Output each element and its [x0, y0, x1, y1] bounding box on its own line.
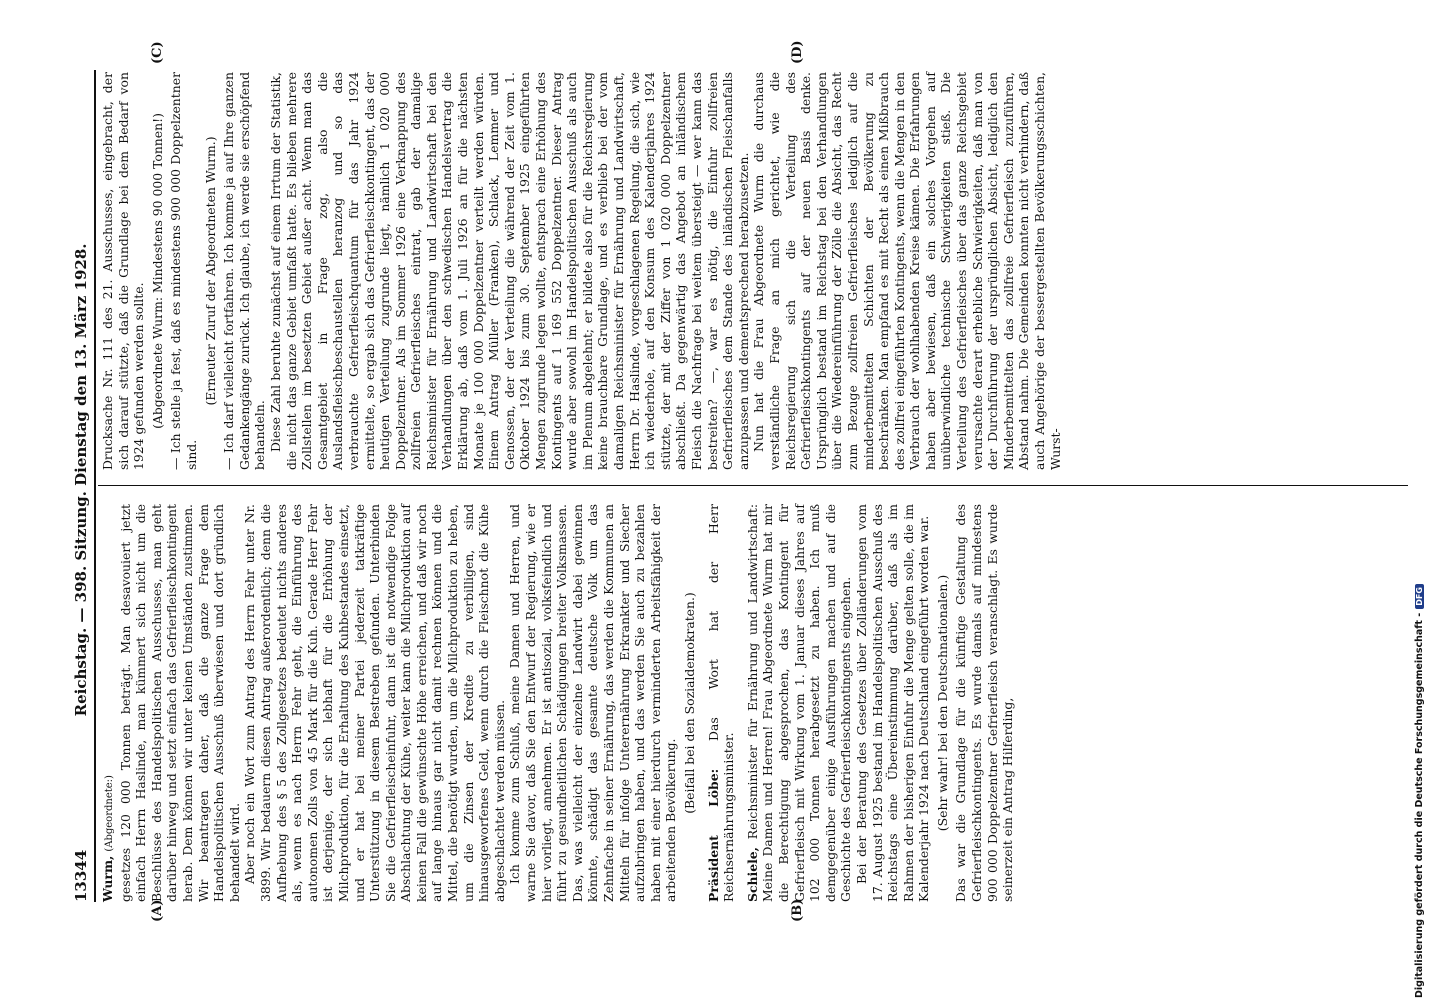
- speaker-role: (Abgeordnete:): [104, 775, 115, 852]
- paragraph: Das war die Grundlage für die künftige Gestaltung des Gefrierfleischkontingents. Es wurde damals auf mindestens 900 000 Doppelzentner Gefrierfleisch veranschlagt. Es wurde seinerzeit ein Antrag Hilferding,: [953, 504, 1016, 902]
- paragraph: — Ich darf vielleicht fortfahren. Ich komme ja auf Ihre ganzen Gedankengänge zurück. Ich glaube, ich werde sie erschöpfend behandeln.: [221, 72, 268, 470]
- left-column: [100, 504, 1410, 902]
- paragraph: Nun hat die Frau Abgeordnete Wurm die durchaus verständliche Frage an mich gerichtet, wie die Reichsregierung sich die Verteilung des Gefrierfleischkontingents auf der neuen Basis denke. Ursprünglich bestand im Reichstag bei den Verhandlungen über die Wiedereinführung der Zölle die Absicht, das Recht zum Bezuge zollfreien Gefrierfleisches lediglich auf die minderbemittelten Schichten der Bevölkerung zu beschränken. Man empfand es mit Recht als einen Mißbrauch des zollfrei eingeführten Kontingents, wenn die Mengen in den Verbrauch der wohlhabenden Kreise kämen. Die Erfahrungen haben aber bewiesen, daß ein solches Vorgehen auf unüberwindliche technische Schwierigkeiten stieß. Die Verteilung des Gefrierfleisches über das ganze Reichsgebiet verursachte derart erhebliche Schwierigkeiten, daß man von der Durchführung der ursprünglichen Absicht, lediglich den Minderbemittelten das zollfreie Gefrierfleisch zuzuführen, Abstand nahm. Die Gemeinden konnten nicht verhindern, daß auch Angehörige der bessergestellten Bevölkerungsschichten, Wurst-: [751, 72, 1063, 470]
- interjection: (Beifall bei den Sozialdemokraten.): [681, 592, 697, 814]
- interjection: (Sehr wahr! bei den Deutschnationalen.): [934, 574, 950, 832]
- side-note: [1412, 8, 1426, 998]
- paragraph: Drucksache Nr. 111 des 21. Ausschusses, eingebracht, der sich darauf stützte, daß die Grundlage bei dem Bedarf von 1924 gefunden werden sollte.: [100, 72, 147, 470]
- paragraph: Ich komme zum Schluß, meine Damen und Herren, und warne Sie davor, daß Sie den Entwurf der Regierung, wie er hier vorliegt, annehmen. Er ist antisozial, volksfeindlich und führt zu gesundheitlichen Schädigungen breiter Volksmassen. Das, was vielleicht der einzelne Landwirt dabei gewinnen könnte, schädigt das gesamte deutsche Volk um das Zehnfache in seiner Ernährung, das werden die Kommunen an Mitteln für infolge Unterernährung Erkrankter und Siecher aufzubringen haben, und das werden Sie auch zu bezahlen haben mit einer hierdurch verminderten Arbeitsfähigkeit der arbeitenden Bevölkerung.: [507, 504, 679, 902]
- page-title: Reichstag. — 398. Sitzung. Dienstag den 13. März 1928.: [72, 243, 90, 717]
- page-number: 13344: [72, 849, 90, 902]
- speaker-name: Wurm,: [100, 855, 115, 902]
- speech-paragraph: [706, 504, 737, 902]
- header-rule: [94, 70, 96, 902]
- interjection: (Abgeordnete Wurm: Mindestens 90 000 Tonnen!): [149, 113, 165, 429]
- side-note-text: Digitalisierung gefördert durch die Deutsche Forschungsgemeinschaft -: [1413, 612, 1425, 998]
- paragraph: Diese Zahl beruhte zunächst auf einem Irrtum der Statistik, die nicht das ganze Gebiet umfaßt hatte. Es blieben mehrere Zollstellen im besetzten Gebiet außer acht. Wenn man das Gesamtgebiet in Frage zog, also die Auslandsfleischbeschaustellen heranzog und so das verbrauchte Gefrierfleischquantum für das Jahr 1924 ermittelte, so ergab sich das Gefrierfleischkontingent, das der heutigen Verteilung zugrunde liegt, nämlich 1 020 000 Doppelzentner. Als im Sommer 1926 eine Verknappung des zollfreien Gefrierfleisches eintrat, gab der damalige Reichsminister für Ernährung und Landwirtschaft bei den Verhandlungen über den schwedischen Handelsvertrag die Erklärung ab, daß vom 1. Juli 1926 an für die nächsten Monate je 100 000 Doppelzentner verteilt werden würden. Einem Antrag Müller (Franken), Schlack, Lemmer und Genossen, der der Verteilung die während der Zeit vom 1. Oktober 1924 bis zum 30. September 1925 eingeführten Mengen zugrunde legen wollte, entsprach eine Erhöhung des Kontingents auf 1 169 552 Doppelzentner. Dieser Antrag wurde aber sowohl im Handelspolitischen Ausschuß als auch im Plenum abgelehnt; er bildete also für die Reichsregierung keine brauchbare Grundlage, und es verblieb bei der vom damaligen Reichsminister für Ernährung und Landwirtschaft, Herrn Dr. Haslinde, vorgeschlagenen Regelung, die sich, wie ich wiederhole, auf den Konsum des Kalenderjahres 1924 stützte, der mit der Ziffer von 1 020 000 Doppelzentner abschließt. Da gegenwärtig das Angebot an inländischem Fleisch die Nachfrage bei weitem übersteigt — wer kann das bestreiten? —, war es nötig, die Einfuhr zollfreien Gefrierfleisches dem Stande des inländischen Fleischanfalls anzupassen und dementsprechend herabzusetzen.: [267, 72, 751, 470]
- column-rule: [98, 485, 1408, 486]
- margin-marker-d: (D): [790, 40, 805, 64]
- speaker-line: [100, 504, 118, 902]
- speaker-name: Präsident Löbe:: [705, 768, 721, 902]
- dfg-badge: DFG: [1415, 584, 1424, 609]
- margin-marker-c: (C): [150, 41, 165, 64]
- page-header: [68, 70, 90, 902]
- speaker-name: Schiele,: [744, 847, 760, 902]
- paragraph: — Ich stelle ja fest, daß es mindestens 900 000 Doppelzentner sind.: [168, 72, 199, 470]
- speech-paragraph: [745, 504, 854, 902]
- paragraph: Bei der Beratung des Gesetzes über Zolländerungen vom 17. August 1925 bestand im Handelspolitischen Ausschuß des Reichstags eine Übereinstimmung darüber, daß als im Rahmen der bisherigen Einfuhr die Menge gelten solle, die im Kalenderjahr 1924 nach Deutschland eingeführt worden war.: [853, 504, 932, 902]
- interjection: (Erneuter Zuruf der Abgeordneten Wurm.): [202, 136, 218, 406]
- speech-text: Reichsminister für Ernährung und Landwirtschaft: Meine Damen und Herren! Frau Abgeordnete Wurm hat mir die Berechtigung abgesprochen, das Kontingent für Gefrierfleisch mit Wirkung vom 1. Januar dieses Jahres auf 102 000 Tonnen herabgesetzt zu haben. Ich muß demgegenüber einige Ausführungen machen und auf die Geschichte des Gefrierfleischkontingents eingehen.: [744, 504, 854, 902]
- margin-marker-b: (B): [790, 898, 805, 922]
- paragraph: Aber noch ein Wort zum Antrag des Herrn Fehr unter Nr. 3899. Wir bedauern diesen Antrag außerordentlich; denn die Aufhebung des § 5 des Zollgesetzes bedeutet nichts anderes als, wenn es nach Herrn Fehr geht, die Einführung des autonomen Zolls von 45 Mark für die Kuh. Gerade Herr Fehr ist derjenige, der sich lebhaft für die Erhöhung der Milchproduktion, für die Erhaltung des Kuhbestandes einsetzt, und er hat bei meiner Partei jederzeit tatkräftige Unterstützung in diesem Bestreben gefunden. Unterbinden Sie die Gefrierfleischeinfuhr, dann ist die notwendige Folge Abschlachtung der Kühe, weiter kann die Milchproduktion auf keinen Fall die gewünschte Höhe erreichen, und daß wir noch auf lange hinaus gar nicht damit rechnen können und die Mittel, die benötigt wurden, um die Milchproduktion zu heben, um die Zinsen der Kredite zu verbilligen, sind hinausgeworfenes Geld, wenn durch die Fleischnot die Kühe abgeschlachtet werden müssen.: [242, 504, 507, 902]
- paragraph: gesetzes 120 000 Tonnen beträgt. Man desavouiert jetzt einfach Herrn Haslinde, man kümmert sich nicht um die Beschlüsse des Handelspolitischen Ausschusses, man geht darüber hinweg und setzt einfach das Gefrierfleischkontingent herab. Dem können wir unter keinen Umständen zustimmen. Wir beantragen daher, daß die ganze Frage dem Handelspolitischen Ausschuß überwiesen und dort gründlich behandelt wird.: [117, 504, 242, 902]
- margin-marker-a: (A): [150, 899, 165, 922]
- speech-text: Das Wort hat der Herr Reichsernährungsminister.: [705, 504, 737, 902]
- right-column: [100, 72, 1410, 470]
